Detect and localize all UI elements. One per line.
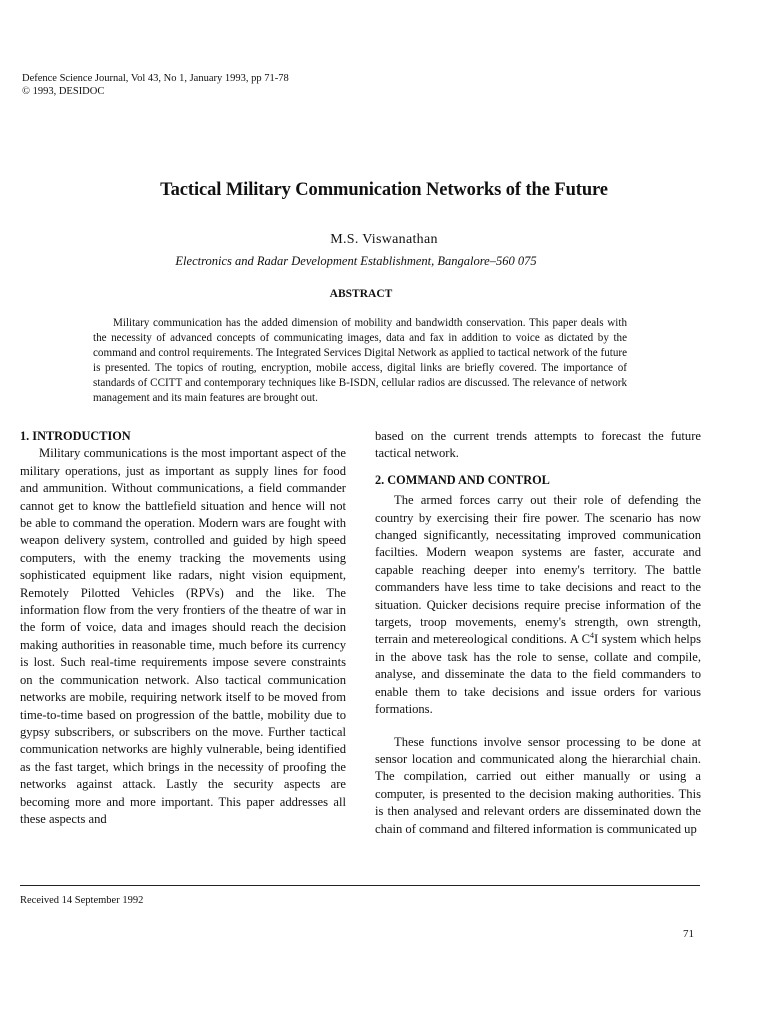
left-column: [20, 428, 346, 828]
introduction-continued: based on the current trends attempts to forecast the future tactical network.: [375, 429, 701, 461]
paragraph-text: The armed forces carry out their role of defending the country by exercising their fire power. The scenario has now changed significantly, necessitating improved communication facilties. Modern weapon systems are faster, accurate and capable reaching deeper into enemy's territory. The battle commanders have less time to take decisions and react to the situation. Quicker decisions require precise information of the targets, troop movements, enemy's strength, own strength, terrain and metereological conditions. A C: [375, 493, 701, 647]
superscript-4: 4: [590, 631, 595, 641]
author-name: M.S. Viswanathan: [330, 232, 438, 247]
paragraph-text-continued: I system which helps in the above task has the role to sense, collate and compile, analyse, and disseminate the data to the field commanders to enable them to take decisions and issue orders for various formations.: [375, 632, 702, 717]
page-number: 71: [683, 928, 694, 940]
received-date: Received 14 September 1992: [20, 895, 144, 906]
paper-title: Tactical Military Communication Networks of the Future: [160, 180, 608, 200]
command-control-heading: 2. COMMAND AND CONTROL: [375, 472, 550, 487]
introduction-heading: 1. INTRODUCTION: [20, 429, 131, 443]
author-affiliation: Electronics and Radar Development Establishment, Bangalore–560 075: [175, 254, 537, 268]
abstract-heading: ABSTRACT: [329, 288, 393, 300]
command-control-paragraph-2: These functions involve sensor processing to be done at sensor location and communicated along the hierarchial chain. The compilation, carried out either manually or using a computer, is presented to the decision making authorities. This is then analysed and relevant orders are disseminated down the chain of command and filtered information is communicated up: [375, 734, 701, 836]
footnote-divider: [20, 885, 700, 886]
command-control-paragraph-1: [375, 492, 701, 718]
right-column: [375, 428, 701, 838]
introduction-paragraph: Military communications is the most important aspect of the military operations, just as important as supply lines for food and ammunition. Without communications, a field commander cannot get to know the battlefield situation and hence will not be able to command the operation. Modern wars are fought with weapon delivery system, controlled and guided by high speed computers, with the enemy tracking the movements using sophisticated equipment like radars, night vision equipment, Remotely Pilotted Vehicles (RPVs) and the like. The information flow from the very frontiers of the theatre of war in the form of voice, data and images should reach the decision making authorities in reasonable time, much before its currency is lost. Such real-time requirements impose severe constraints on the communication network. Also tactical communication networks are mobile, requiring network itself to be moved from time-to-time based on progression of the battle, mobility due to gypsy subscribers, or subscribers on the move. Further tactical communication networks are highly vulnerable, being identified as the fast target, which brings in the necessity of proofing the networks against attack. Lastly the security aspects are becoming more and more important. This paper addresses all these aspects and: [20, 446, 346, 826]
abstract-text: Military communication has the added dimension of mobility and bandwidth conservation. This paper deals with the necessity of advanced concepts of communicating images, data and fax in addition to voice as dictated by the command and control requirements. The Integrated Services Digital Network as applied to tactical network of the future is presented. The topics of routing, encryption, mobile access, digital links are briefly covered. The importance of standards of CCITT and contemporary techniques like B-ISDN, cellular radios are discussed. The relevance of network management and its main features are brought out.: [93, 317, 627, 405]
citation-line-1: Defence Science Journal, Vol 43, No 1, January 1993, pp 71-78: [22, 73, 289, 84]
copyright-line: © 1993, DESIDOC: [22, 86, 105, 97]
journal-citation: [22, 72, 289, 98]
